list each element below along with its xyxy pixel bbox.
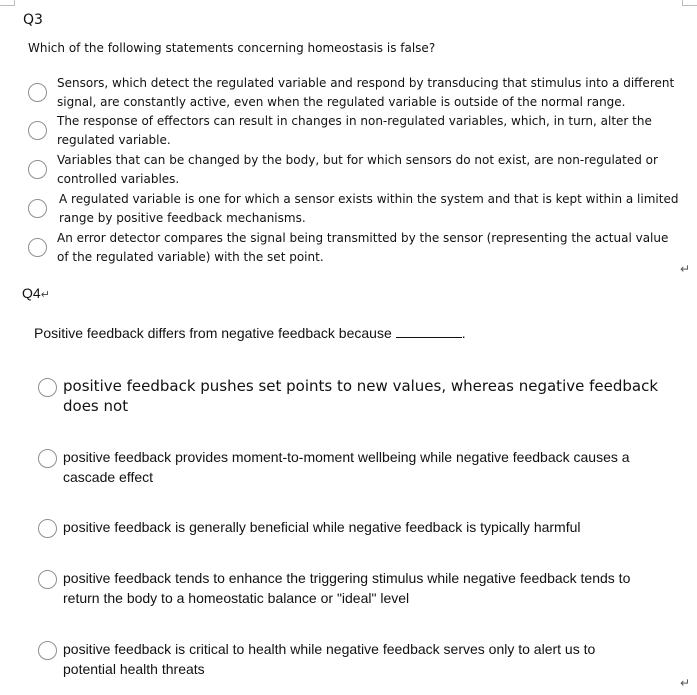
q3-option-1-text: Sensors, which detect the regulated variable and respond by transducing that stimulus into a different signal, are constantly active, even when the regulated variable is outside of the normal range. <box>57 76 675 109</box>
q3-option-5-text: An error detector compares the signal being transmitted by the sensor (representing the actual value of the regulated variable) with the set point. <box>57 231 669 264</box>
q3-option-4-text: A regulated variable is one for which a sensor exists within the system and that is kept within a limited range by positive feedback mechanisms. <box>59 192 679 225</box>
q3-option-3-radio[interactable] <box>28 160 47 179</box>
q3-option-3-text: Variables that can be changed by the body, but for which sensors do not exist, are non-regulated or controlled variables. <box>57 153 658 186</box>
q3-option-2-text: The response of effectors can result in changes in non-regulated variables, which, in turn, alter the regulated variable. <box>57 114 652 147</box>
page-corner-mark-right <box>682 0 697 6</box>
q3-option-4-radio[interactable] <box>28 199 47 218</box>
q3-number: Q3 <box>23 12 43 28</box>
q3-prompt: Which of the following statements concerning homeostasis is false? <box>28 41 436 55</box>
q4-option-1-radio[interactable] <box>38 378 57 397</box>
q4-option-4-radio[interactable] <box>38 570 57 589</box>
q4-option-3-radio[interactable] <box>38 519 57 538</box>
q3-option-1-radio[interactable] <box>28 83 47 102</box>
q4-option-5-text: positive feedback is critical to health while negative feedback serves only to alert us to potential health threats <box>63 641 596 677</box>
q4-return-mark-icon: ↵ <box>40 289 50 301</box>
q4-option-2-text: positive feedback provides moment-to-moment wellbeing while negative feedback causes a cascade effect <box>63 449 630 485</box>
answer-blank-line <box>396 336 462 338</box>
q4-option-3-text: positive feedback is generally beneficial while negative feedback is typically harmful <box>63 519 581 535</box>
q4-option-1-text: positive feedback pushes set points to new values, whereas negative feedback does not <box>63 377 659 415</box>
return-mark-icon-bottom: ↵ <box>680 676 691 690</box>
q3-option-2-radio[interactable] <box>28 121 47 140</box>
q4-prompt: Positive feedback differs from negative feedback because . <box>34 325 466 341</box>
q4-number: Q4↵ <box>22 285 50 301</box>
q4-option-5-radio[interactable] <box>38 641 57 660</box>
q3-option-5-radio[interactable] <box>28 238 47 257</box>
page-corner-mark-left <box>0 0 15 6</box>
q4-option-4-text: positive feedback tends to enhance the triggering stimulus while negative feedback tends to return the body to a homeostatic balance or "ideal" level <box>63 570 631 606</box>
q4-option-2-radio[interactable] <box>38 449 57 468</box>
return-mark-icon: ↵ <box>680 262 691 276</box>
